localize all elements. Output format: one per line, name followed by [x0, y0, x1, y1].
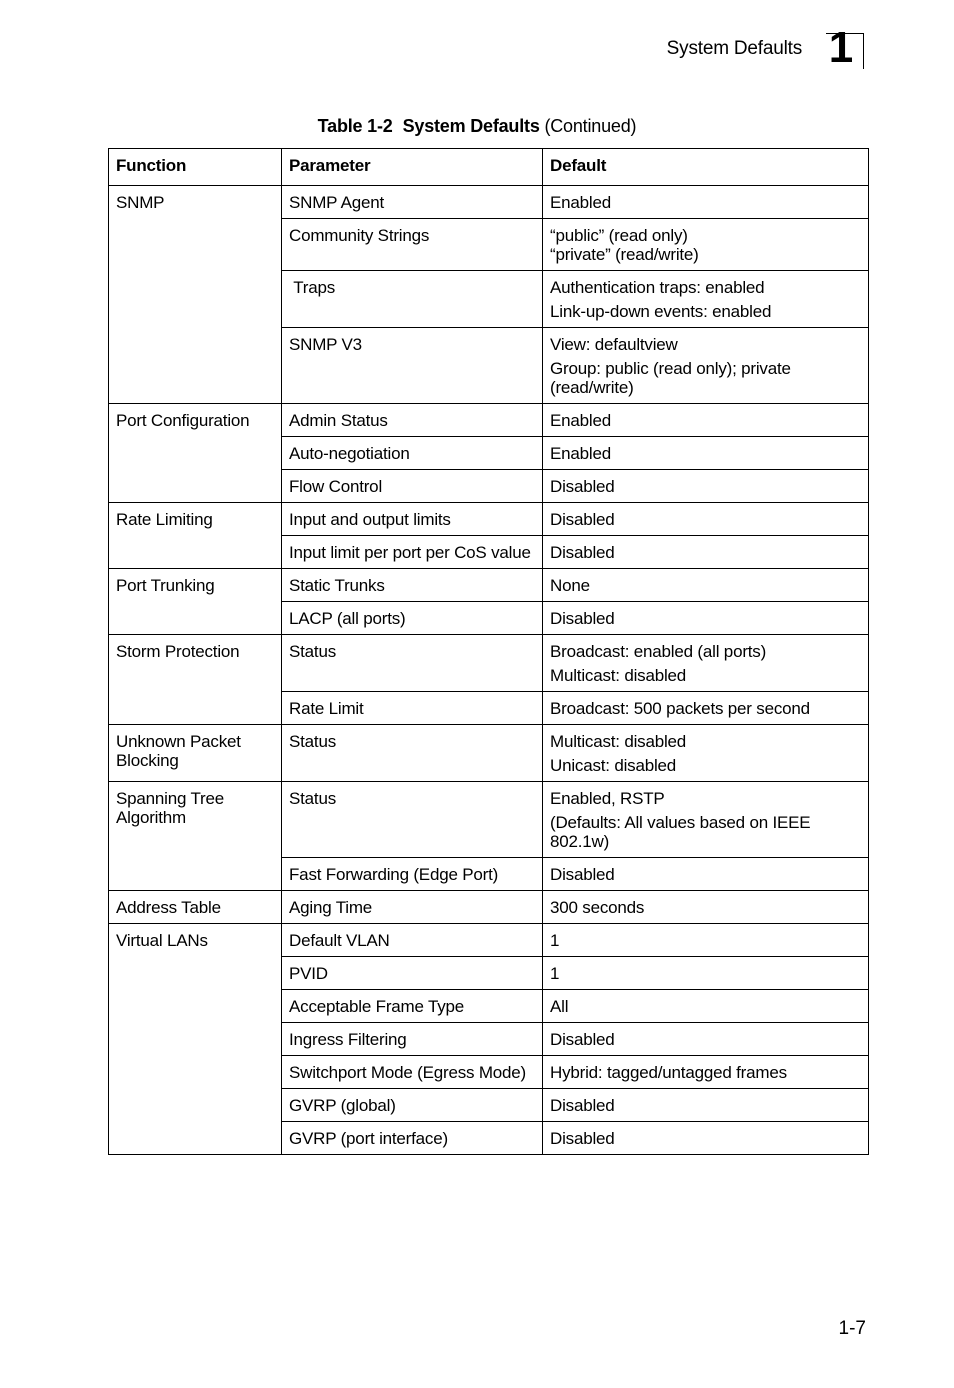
default-cell	[543, 186, 869, 219]
column-header-default: Default	[543, 149, 869, 186]
table-row	[109, 503, 869, 536]
default-cell	[543, 990, 869, 1023]
parameter-cell: Auto-negotiation	[282, 437, 543, 470]
default-cell	[543, 271, 869, 328]
default-value-line: Hybrid: tagged/untagged frames	[550, 1063, 787, 1082]
parameter-cell: Fast Forwarding (Edge Port)	[282, 858, 543, 891]
function-cell: Address Table	[109, 891, 282, 924]
default-value-line: Disabled	[550, 477, 615, 496]
table-row	[109, 186, 869, 219]
default-cell	[543, 1122, 869, 1155]
default-value-line: Disabled	[550, 543, 615, 562]
default-cell	[543, 924, 869, 957]
default-value-line: Disabled	[550, 1096, 615, 1115]
default-cell	[543, 328, 869, 404]
default-cell	[543, 437, 869, 470]
column-header-function: Function	[109, 149, 282, 186]
default-value-line: None	[550, 576, 590, 595]
parameter-cell: Admin Status	[282, 404, 543, 437]
default-value-line: Multicast: disabled	[550, 732, 687, 751]
default-value-line: Disabled	[550, 609, 615, 628]
default-cell	[543, 725, 869, 782]
parameter-cell: Input limit per port per CoS value	[282, 536, 543, 569]
table-caption-label: Table 1-2	[317, 116, 393, 136]
function-cell: SNMP	[109, 186, 282, 404]
default-value-line: Disabled	[550, 1030, 615, 1049]
default-cell	[543, 569, 869, 602]
default-cell	[543, 858, 869, 891]
default-value-line: Link-up-down events: enabled	[550, 302, 772, 321]
function-cell: Port Trunking	[109, 569, 282, 635]
table-caption-suffix: (Continued)	[544, 116, 637, 136]
table-body	[109, 186, 869, 1155]
parameter-cell: Switchport Mode (Egress Mode)	[282, 1056, 543, 1089]
default-value-line: Multicast: disabled	[550, 666, 687, 685]
default-value-line: 300 seconds	[550, 898, 645, 917]
parameter-cell: Input and output limits	[282, 503, 543, 536]
default-value-line: “public” (read only)	[550, 226, 688, 245]
default-value-line: Disabled	[550, 1129, 615, 1148]
parameter-cell: SNMP Agent	[282, 186, 543, 219]
function-cell: Rate Limiting	[109, 503, 282, 569]
chapter-badge	[826, 23, 864, 72]
parameter-cell: Status	[282, 782, 543, 858]
parameter-cell: GVRP (global)	[282, 1089, 543, 1122]
default-cell	[543, 602, 869, 635]
parameter-cell: Status	[282, 725, 543, 782]
default-value-line: Enabled	[550, 193, 611, 212]
default-value-line: “private” (read/write)	[550, 245, 699, 264]
default-value-line: View: defaultview	[550, 335, 678, 354]
default-cell	[543, 503, 869, 536]
page-number: 1-7	[838, 1318, 866, 1339]
default-cell	[543, 1056, 869, 1089]
function-cell: Port Configuration	[109, 404, 282, 503]
default-cell	[543, 692, 869, 725]
default-cell	[543, 219, 869, 271]
default-value-line: 1	[550, 964, 560, 983]
default-cell	[543, 470, 869, 503]
default-value-line: Disabled	[550, 510, 615, 529]
default-cell	[543, 891, 869, 924]
default-value-line: Authentication traps: enabled	[550, 278, 765, 297]
default-cell	[543, 536, 869, 569]
parameter-cell: Static Trunks	[282, 569, 543, 602]
default-value-line: 1	[550, 931, 560, 950]
parameter-cell: Ingress Filtering	[282, 1023, 543, 1056]
parameter-cell: Community Strings	[282, 219, 543, 271]
default-cell	[543, 1023, 869, 1056]
function-cell: Spanning Tree Algorithm	[109, 782, 282, 891]
parameter-cell: Acceptable Frame Type	[282, 990, 543, 1023]
default-value-line: Disabled	[550, 865, 615, 884]
parameter-cell: SNMP V3	[282, 328, 543, 404]
parameter-cell: Status	[282, 635, 543, 692]
function-cell: Unknown Packet Blocking	[109, 725, 282, 782]
parameter-cell: Rate Limit	[282, 692, 543, 725]
default-cell	[543, 957, 869, 990]
parameter-cell: Flow Control	[282, 470, 543, 503]
default-cell	[543, 1089, 869, 1122]
default-value-line: Broadcast: 500 packets per second	[550, 699, 810, 718]
table-row	[109, 404, 869, 437]
function-cell: Storm Protection	[109, 635, 282, 725]
table-row	[109, 569, 869, 602]
parameter-cell: Aging Time	[282, 891, 543, 924]
default-cell	[543, 782, 869, 858]
default-value-line: Unicast: disabled	[550, 756, 677, 775]
chapter-number: 1	[828, 23, 854, 72]
table-caption-title: System Defaults	[402, 116, 540, 136]
parameter-cell: GVRP (port interface)	[282, 1122, 543, 1155]
table-row	[109, 924, 869, 957]
table-row	[109, 725, 869, 782]
default-value-line: (Defaults: All values based on IEEE 802.1w)	[550, 813, 811, 851]
table-caption	[0, 116, 954, 137]
default-value-line: Enabled	[550, 444, 611, 463]
function-cell: Virtual LANs	[109, 924, 282, 1155]
system-defaults-table	[108, 148, 869, 1155]
default-value-line: Broadcast: enabled (all ports)	[550, 642, 767, 661]
parameter-cell: LACP (all ports)	[282, 602, 543, 635]
default-value-line: Enabled, RSTP	[550, 789, 665, 808]
parameter-cell: PVID	[282, 957, 543, 990]
default-value-line: Group: public (read only); private (read/write)	[550, 359, 791, 397]
running-header-title: System Defaults	[666, 38, 802, 59]
table-row	[109, 891, 869, 924]
parameter-cell: Traps	[282, 271, 543, 328]
default-value-line: Enabled	[550, 411, 611, 430]
default-cell	[543, 635, 869, 692]
table-row	[109, 635, 869, 692]
table-header-row	[109, 149, 869, 186]
column-header-parameter: Parameter	[282, 149, 543, 186]
table-row	[109, 782, 869, 858]
parameter-cell: Default VLAN	[282, 924, 543, 957]
default-cell	[543, 404, 869, 437]
default-value-line: All	[550, 997, 569, 1016]
